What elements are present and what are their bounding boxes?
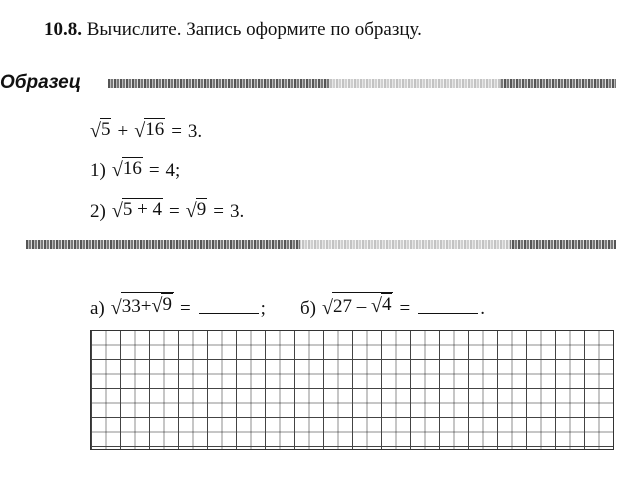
task-title <box>44 19 422 41</box>
task-number: 10.8. <box>44 19 82 40</box>
sqrt-sign: √ 33+ √ 9 <box>110 294 172 319</box>
sqrt-sign: √ 5 <box>90 119 111 142</box>
result: 4; <box>165 159 181 181</box>
equals: = <box>148 159 160 181</box>
equals: = <box>179 297 191 319</box>
operator: + <box>117 120 129 142</box>
radicand: 9 <box>196 199 207 220</box>
radicand: 27 – √ 4 <box>332 294 392 317</box>
sample-step-2 <box>90 198 244 223</box>
exercise-label: а) <box>90 297 105 319</box>
equals: = <box>399 297 411 319</box>
strip-fade <box>300 240 510 249</box>
exercise-b <box>300 292 485 320</box>
equals: = <box>213 200 224 222</box>
sample-step-1 <box>90 157 180 182</box>
sample-main-line <box>90 118 202 143</box>
radicand: 5 + 4 <box>122 199 163 220</box>
answer-blank[interactable] <box>199 312 259 314</box>
step-number: 2) <box>90 200 106 222</box>
task-text: Вычислите. Запись оформите по образцу. <box>86 19 422 40</box>
radicand: 16 <box>122 158 142 179</box>
sqrt-sign: √ 9 <box>185 199 207 222</box>
sqrt-sign: √ 5 + 4 <box>111 199 163 222</box>
punctuation: ; <box>260 297 266 319</box>
result: 3. <box>229 200 245 222</box>
radicand: 16 <box>145 119 165 140</box>
radicand: 33+ √ 9 <box>121 294 172 317</box>
exercise-a <box>90 292 266 320</box>
answer-blank[interactable] <box>418 312 478 314</box>
sqrt-sign: √ 16 <box>134 119 165 142</box>
step-number: 1) <box>90 159 106 181</box>
strip-fade <box>330 72 500 94</box>
sample-label: Образец <box>0 72 87 94</box>
sqrt-sign: √ 27 – √ 4 <box>322 294 392 319</box>
punctuation: . <box>480 297 485 319</box>
sqrt-sign: √ 16 <box>111 158 142 181</box>
exercise-label: б) <box>300 297 316 319</box>
result: 3. <box>187 120 203 142</box>
radicand: 5 <box>100 119 111 140</box>
sample-header <box>0 72 618 94</box>
equals: = <box>171 120 182 142</box>
equals: = <box>169 200 180 222</box>
answer-grid[interactable] <box>90 330 614 450</box>
